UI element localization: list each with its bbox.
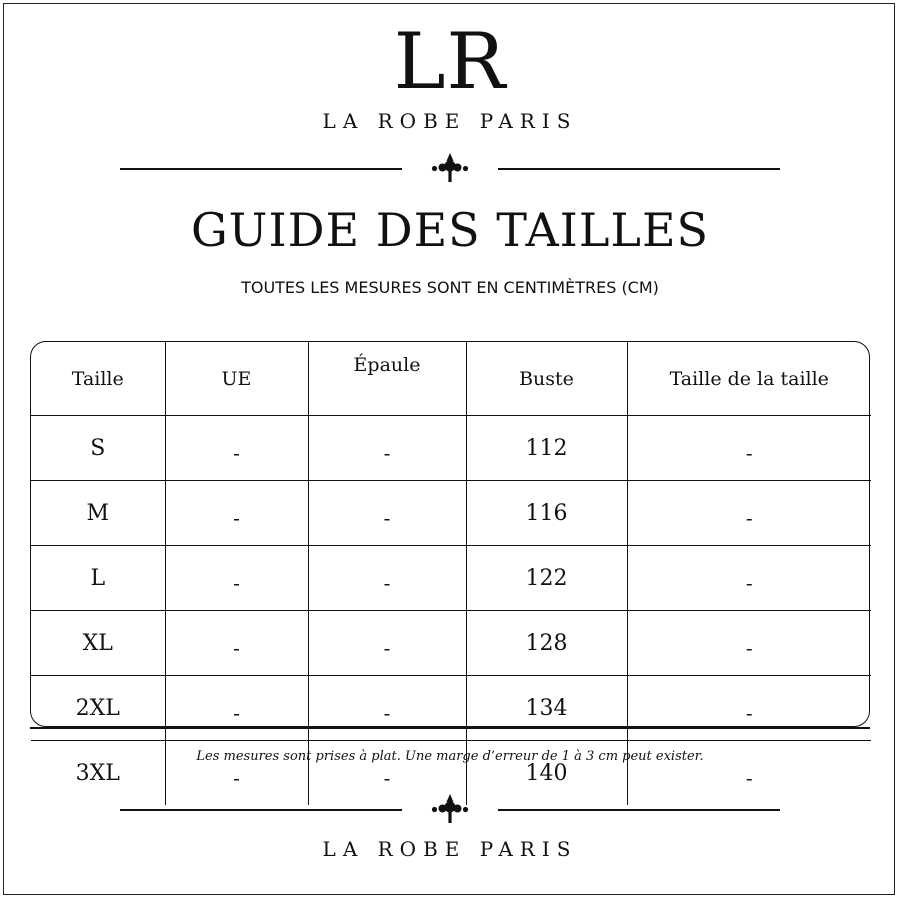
ornament-line-left	[120, 168, 402, 170]
ue-cell: -	[165, 676, 308, 741]
table-bottom-rule	[30, 727, 870, 729]
ornament-line-right	[498, 168, 780, 170]
buste-cell: 128	[466, 611, 627, 676]
waist-cell: -	[627, 676, 871, 741]
epaule-cell: -	[308, 546, 466, 611]
page-subtitle: TOUTES LES MESURES SONT EN CENTIMÈTRES (CM)	[241, 278, 659, 297]
fleur-de-lis-icon	[425, 793, 475, 825]
size-cell: L	[31, 546, 165, 611]
buste-cell: 122	[466, 546, 627, 611]
column-header-ue: UE	[165, 342, 308, 416]
table-row	[31, 676, 871, 741]
ornament-line-right	[498, 809, 780, 811]
waist-cell: -	[627, 741, 871, 806]
epaule-cell: -	[308, 416, 466, 481]
measurement-note: Les mesures sont prises à plat. Une marge d’erreur de 1 à 3 cm peut exister.	[196, 749, 704, 764]
column-header-buste: Buste	[466, 342, 627, 416]
epaule-cell: -	[308, 741, 466, 806]
waist-cell: -	[627, 546, 871, 611]
ue-cell: -	[165, 481, 308, 546]
ue-cell: -	[165, 546, 308, 611]
waist-cell: -	[627, 481, 871, 546]
page-title: GUIDE DES TAILLES	[190, 203, 710, 257]
size-table	[31, 342, 871, 805]
footer-ornament	[120, 793, 780, 825]
size-cell: 3XL	[31, 741, 165, 806]
brand-logo: LR	[393, 17, 507, 107]
footer-brand-name: LA ROBE PARIS	[322, 837, 578, 861]
buste-cell: 116	[466, 481, 627, 546]
column-header-taille: Taille	[31, 342, 165, 416]
buste-cell: 112	[466, 416, 627, 481]
size-cell: M	[31, 481, 165, 546]
waist-cell: -	[627, 611, 871, 676]
epaule-cell: -	[308, 481, 466, 546]
brand-name: LA ROBE PARIS	[322, 109, 578, 133]
size-cell: S	[31, 416, 165, 481]
buste-cell: 140	[466, 741, 627, 806]
size-cell: XL	[31, 611, 165, 676]
ue-cell: -	[165, 416, 308, 481]
table-row	[31, 546, 871, 611]
header-ornament	[120, 152, 780, 184]
ornament-line-left	[120, 809, 402, 811]
epaule-cell: -	[308, 611, 466, 676]
size-cell: 2XL	[31, 676, 165, 741]
buste-cell: 134	[466, 676, 627, 741]
table-row	[31, 481, 871, 546]
waist-cell: -	[627, 416, 871, 481]
fleur-de-lis-icon	[425, 152, 475, 184]
table-row	[31, 611, 871, 676]
column-header-epaule: Épaule	[308, 342, 466, 416]
epaule-cell: -	[308, 676, 466, 741]
ue-cell: -	[165, 741, 308, 806]
table-row	[31, 416, 871, 481]
table-header-row	[31, 342, 871, 416]
ue-cell: -	[165, 611, 308, 676]
column-header-tour-de-taille: Taille de la taille	[627, 342, 871, 416]
